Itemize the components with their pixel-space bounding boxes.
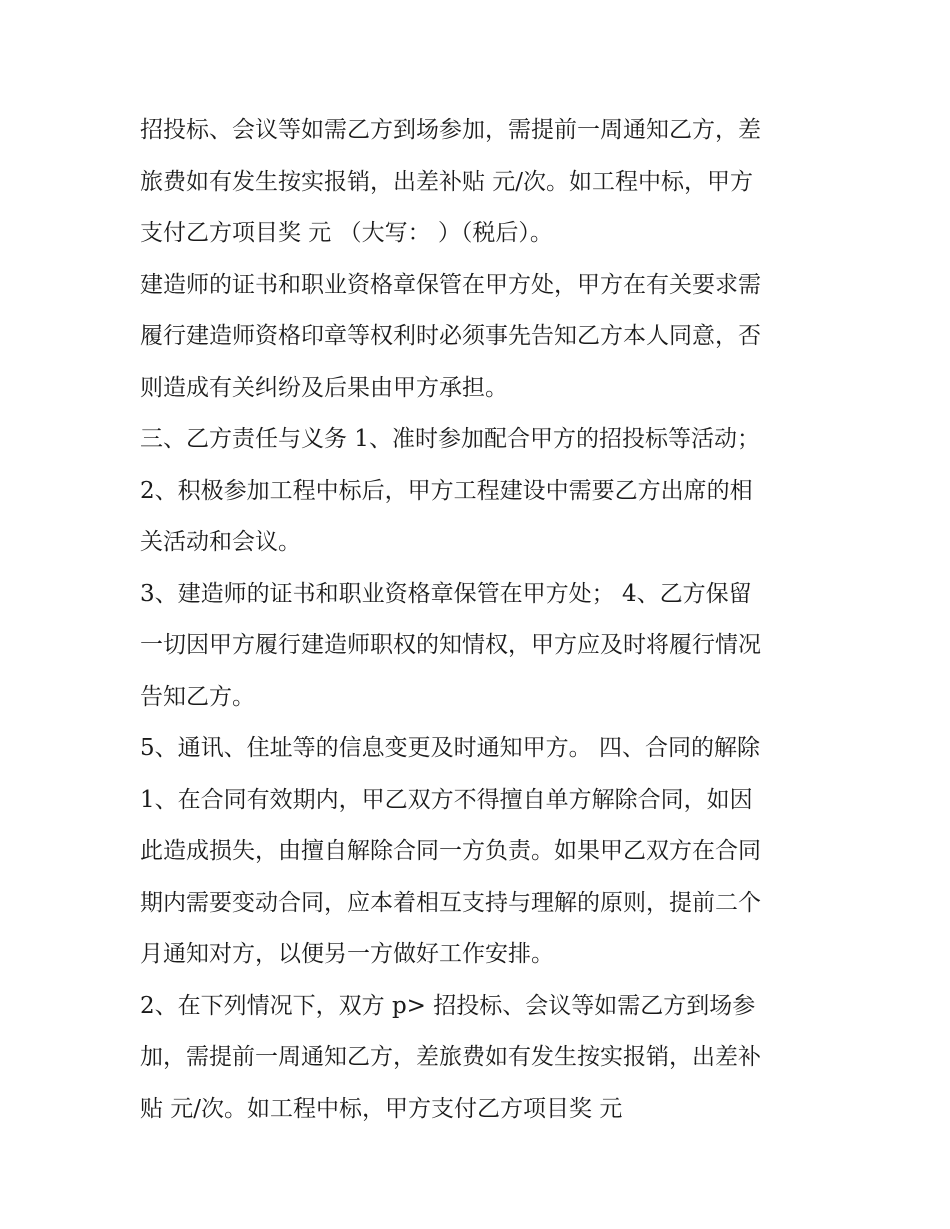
contract-text bbox=[140, 110, 820, 1140]
text-line: 告知乙方。 bbox=[140, 683, 255, 710]
text-line: 月通知对方，以便另一方做好工作安排。 bbox=[140, 941, 554, 967]
text-line: 履行建造师资格印章等权利时必须事先告知乙方本人同意，否 bbox=[140, 323, 761, 349]
text-line: 此造成损失，由擅自解除合同一方负责。如果甲乙双方在合同 bbox=[140, 838, 761, 864]
text-line: 招投标、会议等如需乙方到场参加，需提前一周通知乙方，差 bbox=[140, 117, 761, 143]
text-line: 加，需提前一周通知乙方，差旅费如有发生按实报销，出差补 bbox=[140, 1044, 761, 1070]
text-line: 建造师的证书和职业资格章保管在甲方处，甲方在有关要求需 bbox=[140, 271, 761, 298]
text-line: 贴 元/次。如工程中标，甲方支付乙方项目奖 元 bbox=[140, 1095, 623, 1122]
text-line: 支付乙方项目奖 元 （大写： ）（税后）。 bbox=[140, 220, 553, 246]
text-line: 1、在合同有效期内，甲乙双方不得擅自单方解除合同，如因 bbox=[140, 786, 753, 813]
text-line: 2、在下列情况下，双方 p> 招投标、会议等如需乙方到场参 bbox=[140, 992, 756, 1019]
text-line: 一切因甲方履行建造师职权的知情权，甲方应及时将履行情况 bbox=[140, 632, 761, 658]
text-line: 期内需要变动合同，应本着相互支持与理解的原则，提前二个 bbox=[140, 889, 761, 916]
text-line: 关活动和会议。 bbox=[140, 529, 301, 555]
text-line: 5、通讯、住址等的信息变更及时通知甲方。 四、合同的解除 bbox=[140, 735, 760, 761]
text-line: 旅费如有发生按实报销，出差补贴 元/次。如工程中标，甲方 bbox=[140, 168, 754, 195]
text-line: 三、乙方责任与义务 1、准时参加配合甲方的招投标等活动； bbox=[140, 426, 760, 452]
text-line: 3、建造师的证书和职业资格章保管在甲方处； 4、乙方保留 bbox=[140, 580, 752, 607]
text-line: 则造成有关纠纷及后果由甲方承担。 bbox=[140, 374, 508, 401]
text-line: 2、积极参加工程中标后，甲方工程建设中需要乙方出席的相 bbox=[140, 477, 753, 504]
